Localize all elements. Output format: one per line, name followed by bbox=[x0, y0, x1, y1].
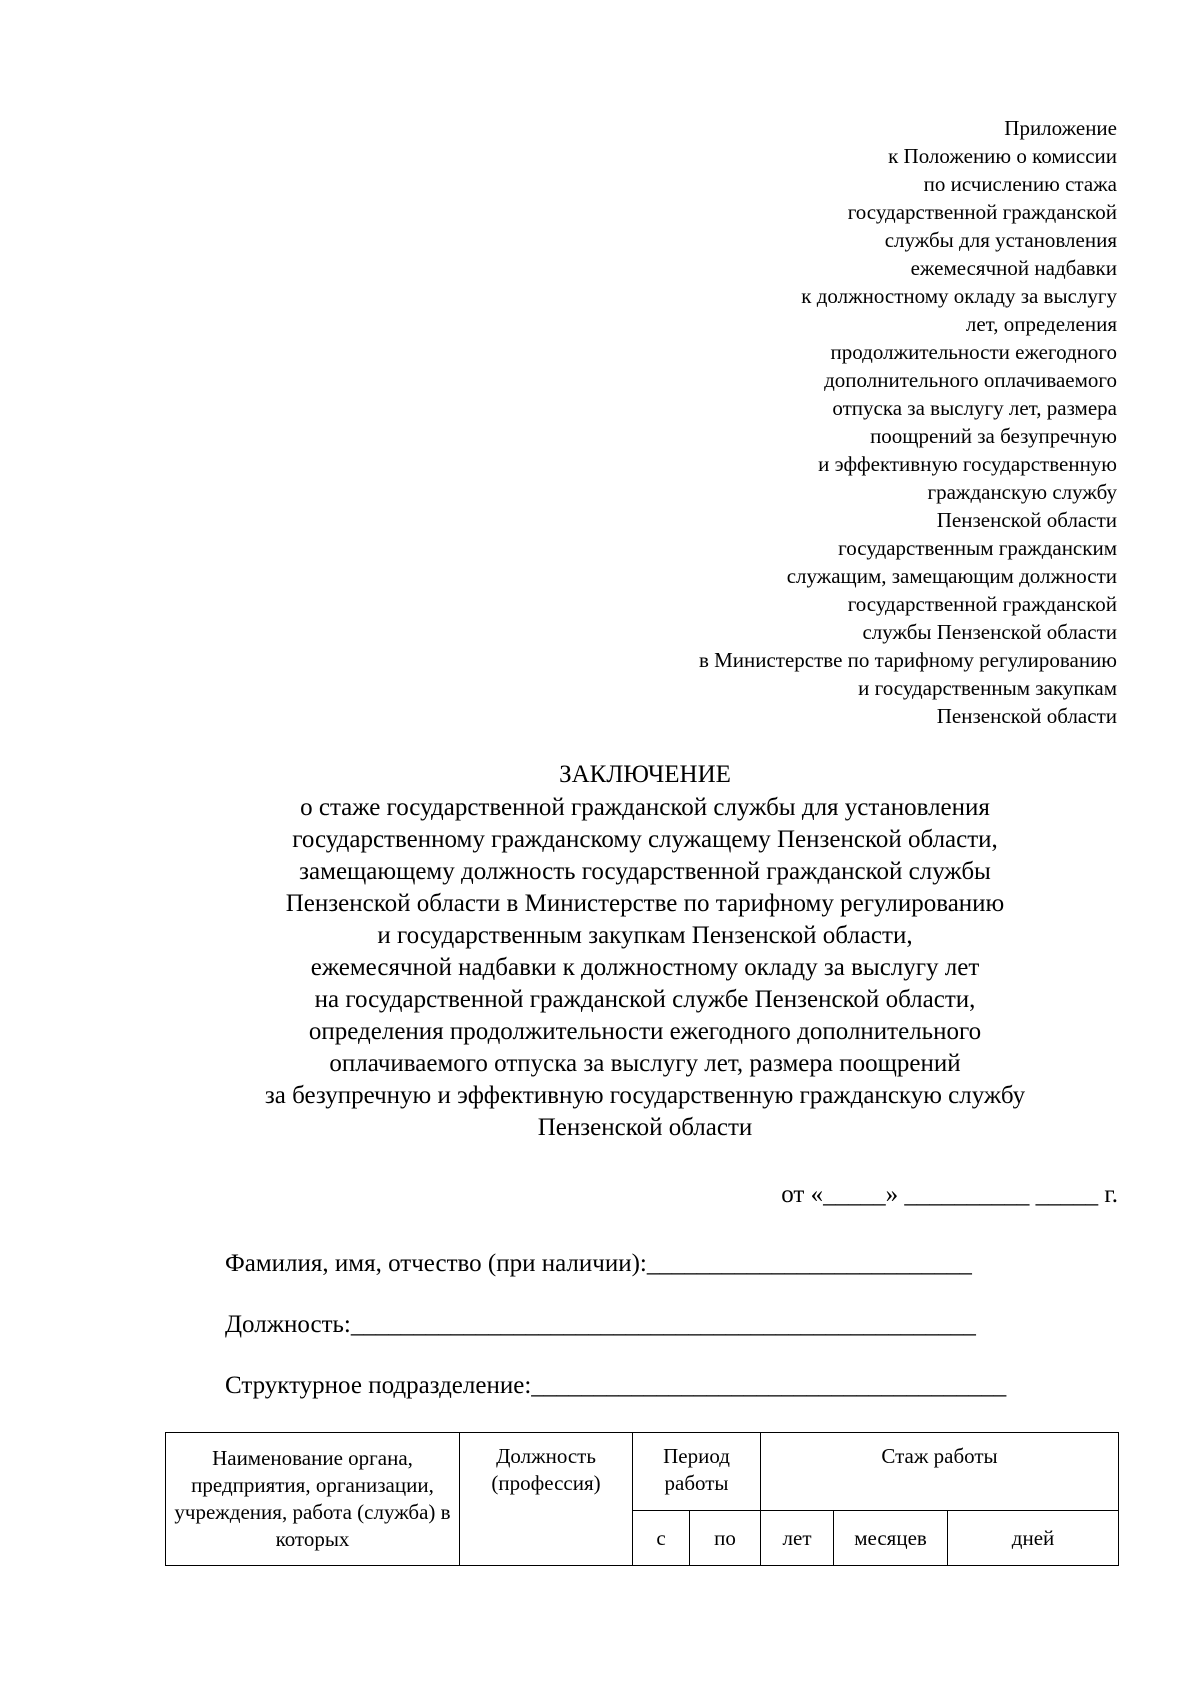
appendix-line: гражданскую службу bbox=[927, 480, 1117, 504]
appendix-line: государственной гражданской bbox=[847, 200, 1117, 224]
appendix-line: службы для установления bbox=[884, 228, 1117, 252]
appendix-line: поощрений за безупречную bbox=[870, 424, 1117, 448]
subtitle-line: оплачиваемого отпуска за выслугу лет, размера поощрений bbox=[329, 1050, 961, 1077]
subtitle-line: за безупречную и эффективную государственную гражданскую службу bbox=[264, 1082, 1026, 1109]
subtitle-line: на государственной гражданской службе Пензенской области, bbox=[314, 986, 976, 1013]
org-header: Наименование органа, предприятия, организации, учреждения, работа (служба) в которых bbox=[166, 1433, 460, 1566]
subtitle-line: замещающему должность государственной гражданской службы bbox=[299, 858, 991, 885]
years-header: лет bbox=[761, 1511, 834, 1566]
appendix-line: государственным гражданским bbox=[838, 536, 1117, 560]
days-header: дней bbox=[948, 1511, 1119, 1566]
appendix-line: государственной гражданской bbox=[847, 592, 1117, 616]
appendix-line: службы Пензенской области bbox=[862, 620, 1117, 644]
position-header: Должность (профессия) bbox=[460, 1433, 633, 1566]
document-title: ЗАКЛЮЧЕНИЕ bbox=[559, 761, 731, 788]
subtitle-line: Пензенской области в Министерстве по тарифному регулированию bbox=[285, 890, 1005, 917]
subtitle-line: определения продолжительности ежегодного дополнительного bbox=[308, 1018, 982, 1045]
appendix-line: продолжительности ежегодного bbox=[830, 340, 1117, 364]
position-field: Должность:__________________________________________________ bbox=[225, 1311, 976, 1338]
period-header: Период работы bbox=[633, 1433, 761, 1511]
seniority-header: Стаж работы bbox=[761, 1433, 1119, 1511]
appendix-line: к должностному окладу за выслугу bbox=[801, 284, 1117, 308]
document-subtitle bbox=[0, 792, 1200, 1144]
date-line: от «_____» __________ _____ г. bbox=[781, 1181, 1118, 1208]
appendix-line: по исчислению стажа bbox=[923, 172, 1117, 196]
appendix-line: и эффективную государственную bbox=[818, 452, 1117, 476]
appendix-line: лет, определения bbox=[965, 312, 1117, 336]
period-to-header: по bbox=[690, 1511, 761, 1566]
appendix-line: Пензенской области bbox=[936, 704, 1117, 728]
fio-field: Фамилия, имя, отчество (при наличии):__________________________ bbox=[225, 1250, 972, 1277]
conclusion-heading bbox=[0, 758, 1200, 1144]
subtitle-line: о стаже государственной гражданской службы для установления bbox=[300, 794, 990, 821]
subdivision-field: Структурное подразделение:______________________________________ bbox=[225, 1372, 1007, 1399]
months-header: месяцев bbox=[834, 1511, 948, 1566]
subtitle-line: Пензенской области bbox=[537, 1114, 753, 1141]
subtitle-line: и государственным закупкам Пензенской области, bbox=[377, 922, 913, 949]
appendix-line: дополнительного оплачиваемого bbox=[824, 368, 1117, 392]
appendix-line: служащим, замещающим должности bbox=[786, 564, 1117, 588]
table-header-row bbox=[166, 1433, 1119, 1511]
appendix-line: к Положению о комиссии bbox=[888, 144, 1117, 168]
appendix-line: ежемесячной надбавки bbox=[910, 256, 1117, 280]
appendix-line: и государственным закупкам bbox=[858, 676, 1117, 700]
appendix-line: в Министерстве по тарифному регулированию bbox=[698, 648, 1117, 672]
appendix-line: Пензенской области bbox=[936, 508, 1117, 532]
appendix-block bbox=[517, 114, 1117, 730]
seniority-table bbox=[165, 1432, 1119, 1566]
appendix-line: отпуска за выслугу лет, размера bbox=[832, 396, 1117, 420]
subtitle-line: государственному гражданскому служащему Пензенской области, bbox=[292, 826, 998, 853]
appendix-line: Приложение bbox=[1004, 116, 1117, 140]
subtitle-line: ежемесячной надбавки к должностному окладу за выслугу лет bbox=[310, 954, 980, 981]
period-from-header: с bbox=[633, 1511, 690, 1566]
